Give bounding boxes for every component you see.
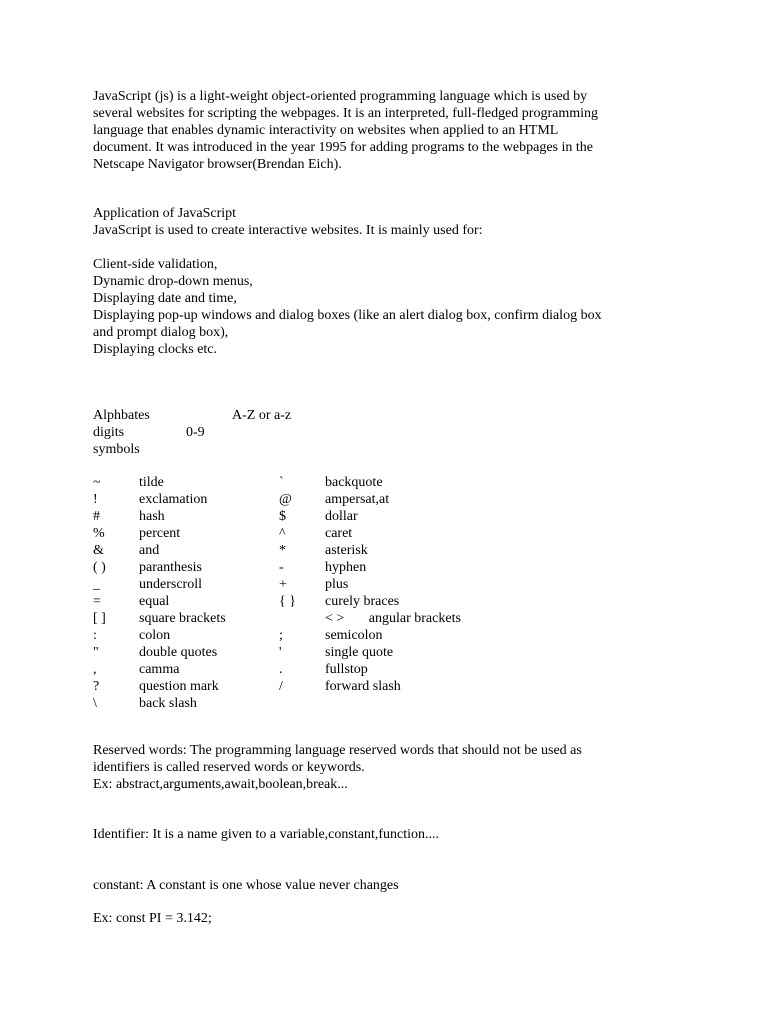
- application-item: and prompt dialog box),: [93, 325, 229, 340]
- reserved-words-line: Ex: abstract,arguments,await,boolean,break...: [93, 777, 348, 792]
- reserved-words-line: identifiers is called reserved words or keywords.: [93, 760, 365, 775]
- symbol-name: semicolon: [325, 628, 383, 643]
- application-item: Client-side validation,: [93, 257, 218, 272]
- application-item: Displaying pop-up windows and dialog boxes (like an alert dialog box, confirm dialog box: [93, 308, 602, 323]
- symbol-char: $: [279, 509, 286, 524]
- symbol-name: percent: [139, 526, 181, 541]
- application-item: Dynamic drop-down menus,: [93, 274, 253, 289]
- symbol-char: [ ]: [93, 611, 106, 626]
- symbol-name: < > angular brackets: [325, 611, 461, 626]
- symbol-char: :: [93, 628, 97, 643]
- symbol-name: double quotes: [139, 645, 218, 660]
- symbol-name: colon: [139, 628, 171, 643]
- symbol-char: #: [93, 509, 100, 524]
- application-list: [93, 256, 602, 358]
- symbol-row: [93, 559, 693, 576]
- symbol-row: [93, 627, 693, 644]
- symbols-label: symbols: [93, 442, 140, 457]
- symbol-name: ampersat,at: [325, 492, 390, 507]
- intro-line: Netscape Navigator browser(Brendan Eich).: [93, 157, 342, 172]
- symbol-char: { }: [279, 594, 296, 609]
- symbol-char: ~: [93, 475, 101, 490]
- symbol-name: tilde: [139, 475, 164, 490]
- symbol-name: single quote: [325, 645, 394, 660]
- symbol-char: ": [93, 645, 99, 660]
- symbol-row: [93, 593, 693, 610]
- constant-text: constant: A constant is one whose value never changes: [93, 878, 399, 893]
- symbol-name: fullstop: [325, 662, 368, 677]
- symbol-name: equal: [139, 594, 170, 609]
- application-heading: Application of JavaScript: [93, 206, 237, 221]
- reserved-words-paragraph: [93, 742, 582, 793]
- application-item: Displaying clocks etc.: [93, 342, 218, 357]
- reserved-words-line: Reserved words: The programming language reserved words that should not be used as: [93, 743, 582, 758]
- symbol-name: hyphen: [325, 560, 367, 575]
- symbol-name: and: [139, 543, 160, 558]
- symbol-name: paranthesis: [139, 560, 202, 575]
- constant-example: Ex: const PI = 3.142;: [93, 911, 212, 926]
- symbol-row: [93, 661, 693, 678]
- symbol-name: underscroll: [139, 577, 202, 592]
- symbol-char: ': [279, 645, 282, 660]
- symbol-row: [93, 644, 693, 661]
- symbol-char: *: [279, 543, 286, 558]
- symbol-name: dollar: [325, 509, 358, 524]
- intro-paragraph: [93, 88, 598, 173]
- symbol-row: [93, 508, 693, 525]
- intro-line: JavaScript (js) is a light-weight object-oriented programming language which is used by: [93, 89, 588, 104]
- symbol-name: plus: [325, 577, 349, 592]
- symbol-char: -: [279, 560, 284, 575]
- symbol-name: asterisk: [325, 543, 368, 558]
- symbol-char: &: [93, 543, 104, 558]
- intro-line: several websites for scripting the webpages. It is an interpreted, full-fledged programming: [93, 106, 599, 121]
- symbol-char: ,: [93, 662, 97, 677]
- symbol-row: [93, 678, 693, 695]
- symbol-char: %: [93, 526, 105, 541]
- symbol-name: exclamation: [139, 492, 208, 507]
- symbol-char: _: [93, 577, 100, 592]
- symbol-char: `: [279, 475, 284, 490]
- symbol-row: [93, 525, 693, 542]
- symbol-row: [93, 542, 693, 559]
- symbol-char: =: [93, 594, 101, 609]
- symbol-name: forward slash: [325, 679, 401, 694]
- alphabets-value: A-Z or a-z: [232, 408, 292, 423]
- digits-value: 0-9: [186, 425, 205, 440]
- intro-line: document. It was introduced in the year 1995 for adding programs to the webpages in the: [93, 140, 593, 155]
- symbol-name: curely braces: [325, 594, 400, 609]
- digits-label: digits: [93, 425, 125, 440]
- symbol-name: question mark: [139, 679, 219, 694]
- symbol-row: [93, 695, 693, 712]
- symbol-char: .: [279, 662, 283, 677]
- symbol-row: [93, 491, 693, 508]
- symbol-name: square brackets: [139, 611, 226, 626]
- symbol-name: hash: [139, 509, 165, 524]
- symbols-table: [93, 474, 693, 712]
- application-lead: JavaScript is used to create interactive websites. It is mainly used for:: [93, 223, 483, 238]
- alphabets-label: Alphbates: [93, 408, 150, 423]
- application-item: Displaying date and time,: [93, 291, 237, 306]
- symbol-char: ?: [93, 679, 100, 694]
- identifier-text: Identifier: It is a name given to a variable,constant,function....: [93, 827, 439, 842]
- symbol-row: [93, 576, 693, 593]
- symbol-name: backquote: [325, 475, 383, 490]
- symbol-char: ^: [279, 526, 286, 541]
- symbol-char: !: [93, 492, 98, 507]
- symbol-char: ( ): [93, 560, 106, 575]
- symbol-char: /: [279, 679, 283, 694]
- symbol-name: back slash: [139, 696, 197, 711]
- symbol-row: [93, 610, 693, 627]
- symbol-row: [93, 474, 693, 491]
- intro-line: language that enables dynamic interactivity on websites when applied to an HTML: [93, 123, 559, 138]
- symbol-char: ;: [279, 628, 283, 643]
- symbol-char: \: [93, 696, 97, 711]
- symbol-name: camma: [139, 662, 180, 677]
- symbol-name: caret: [325, 526, 353, 541]
- symbol-char: +: [279, 577, 287, 592]
- symbol-char: @: [279, 492, 292, 507]
